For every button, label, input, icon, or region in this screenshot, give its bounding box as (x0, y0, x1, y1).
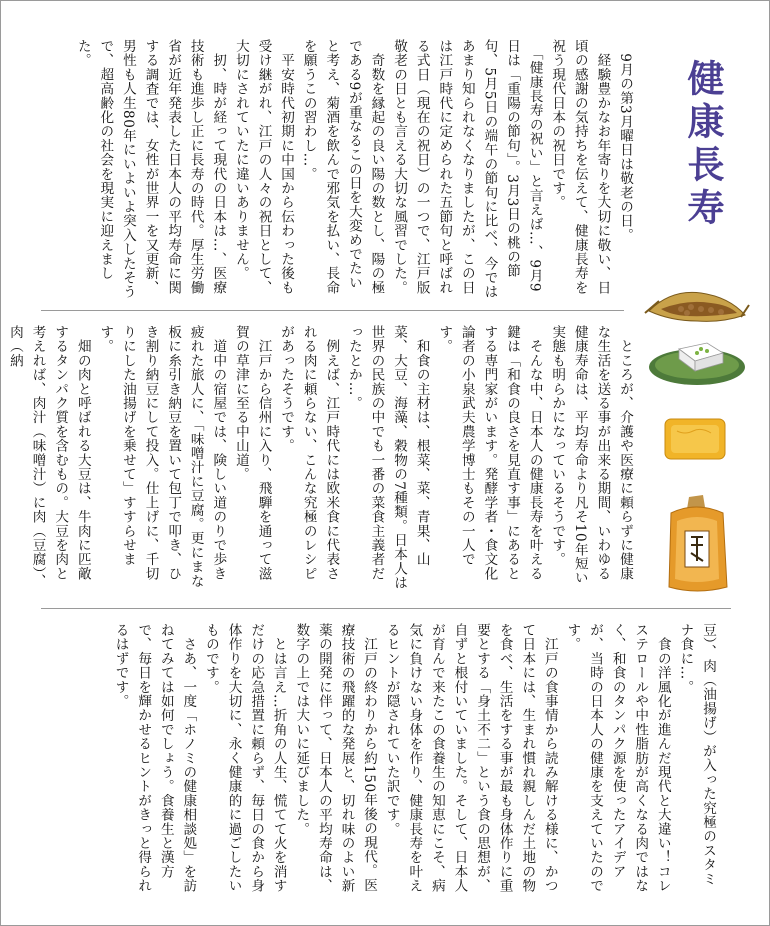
section-divider (41, 310, 624, 311)
article-section-2: ところが、介護や医療に頼らずに健康な生活を送る事が出来る期間、いわゆる健康寿命は、平均寿命より凡そ10年短い実態も明らかになっているそうです。 そんな中、日本人の健康長寿を叶える鍵は「和食の良さを見直す事」にあるとする専門家がいます。発酵学者・食文化論者の小泉武夫農学博士もその一人です。 和食の主材は、根菜、菜、青果、山菜、大豆、海藻、穀物の7種類。日本人は世界の民族の中でも一番の菜食主義者だったとか…。 例えば、江戸時代には欧米食に代表される肉に頼らない、こんな究極のレシピがあったそうです。 江戸から信州に入り、飛騨を通って滋賀の草津に至る中山道。 道中の宿屋では、険しい道のりで歩き疲れた旅人に、「味噌汁に豆腐。更にまな板に糸引き納豆を置いて包丁で叩き、ひき割り納豆にして投入。仕上げに、千切りにした油揚げを乗せて」すすらせます。 畑の肉と呼ばれる大豆は、牛肉に匹敵するタンパク質を含むもの。大豆を肉と考えれば、肉汁（味噌汁）に肉（豆腐）、肉（納 (6, 325, 633, 590)
article-section-3: 豆）、肉（油揚げ）が入った究極のスタミナ食に…。 食の洋風化が進んだ現代と大違い！コレステロールや中性脂肪が高くなる肉ではなく、和食のタンパク源を使ったアイデアが、当時の日本人の健康を支えていたのです。 江戸の食事情から読み解ける様に、かつて日本には、生まれ慣れ親しんだ土地の物を食べ、生活をする事が最も身体作りに重要とする「身土不二」という食の思想が、自ずと根付いていました。そして、日本人が育んで来たこの食養生の知恵にこそ、病気に負けない身体を作り、健康長寿を叶えるヒントが隠されていた訳です。 江戸の終わりから約150年後の現代。医療技術の飛躍的な発展と、切れ味のよい新薬の開発に伴って、日本人の平均寿命は、数字の上では大いに延びました。 とは言え…折角の人生、慌てて火を消すだけの応急措置に頼らず、毎日の食から身体作りを大切に、永く健康的に過ごしたいものです。 さあ、一度「ホノミの健康相談処」を訪ねてみては如何でしょう。食養生と漢方で、毎日を輝かせるヒントがきっと得られるはずです。 (112, 623, 716, 893)
article-title: 健康長寿 (681, 59, 725, 231)
tofu-plate-illustration (641, 323, 751, 389)
article-section-1: 9月の第3月曜日は敬老の日。 経験豊かなお年寄りを大切に敬い、日頃の感謝の気持ちを伝えて、健康長寿を祝う現代日本の祝日です。 「健康長寿の祝い」と言えば…、9月9日は「重陽の節句」。3月3日の桃の節句、5月5日の端午の節句に比べ、今ではあまり知られなくなりましたが、この日は江戸時代に定められた五節句と呼ばれる式日（現在の祝日）の一つで、江戸版敬老の日とも言える大切な風習でした。 奇数を縁起の良い陽の数とし、陽の極である9が重なるこの日を大変めでたいと考え、菊酒を飲んで邪気を払い、長命を願うこの習わし…。 平安時代初期に中国から伝わった後も受け継がれ、江戸の人々の祝日として、大切にされていたに違いありません。 扨、時が経って現代の日本は…、医療技術も進歩し正に長寿の時代。厚生労働省が近年発表した日本人の平均寿命に関する調査では、女性が世界一を又更新、男性も人生80年にいよいよ突入したそうで、超高齢化の社会を現実に迎えました。 (74, 39, 633, 299)
miso-packet-illustration (641, 491, 751, 599)
section-divider (41, 608, 731, 609)
natto-straw-illustration (641, 271, 751, 331)
fried-tofu-illustration (641, 405, 751, 469)
